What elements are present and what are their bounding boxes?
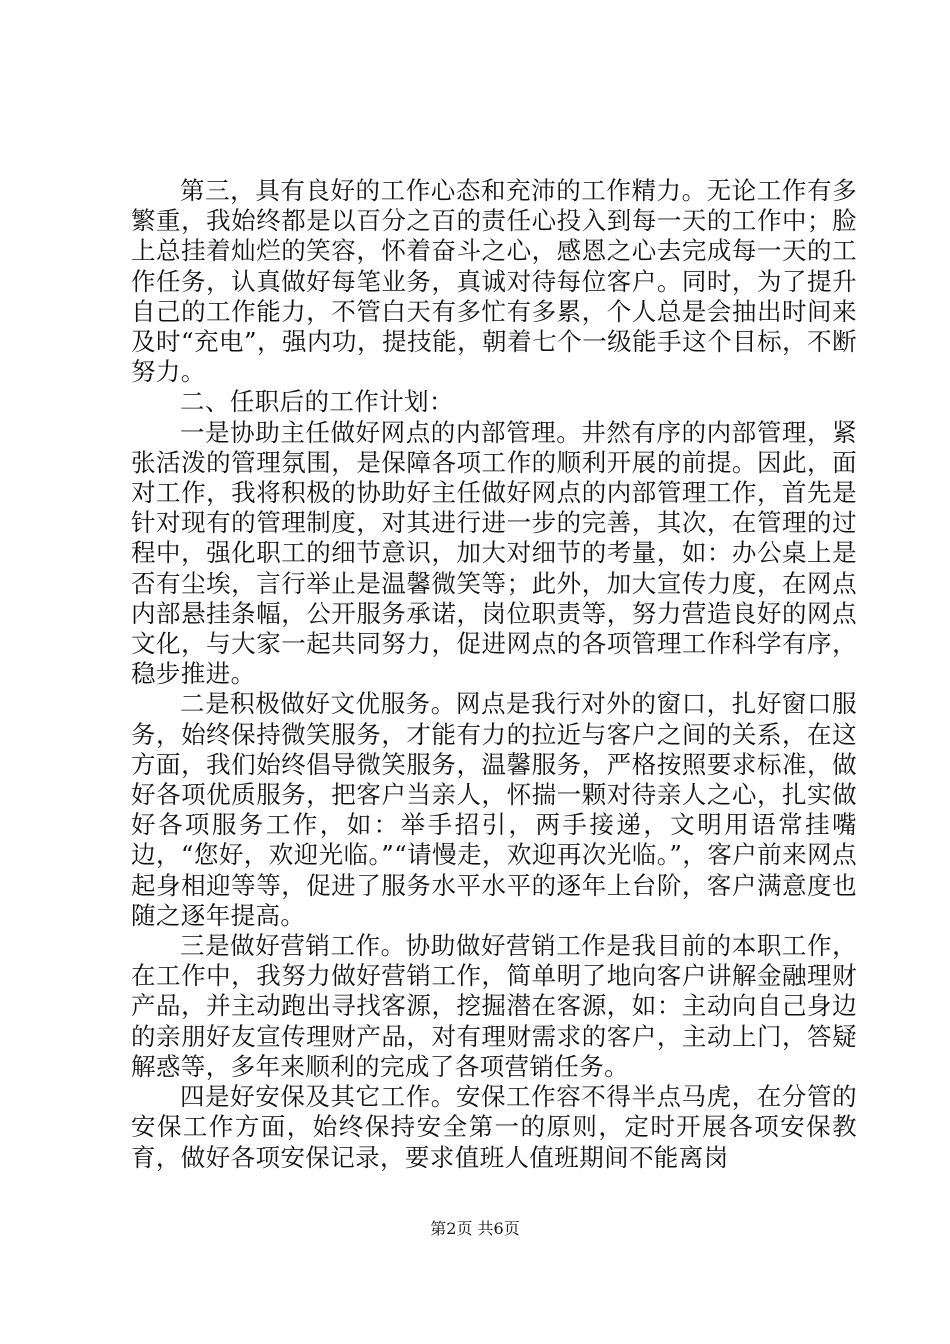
body-text	[131, 176, 857, 1173]
paragraph-internal-management: 一是协助主任做好网点的内部管理。井然有序的内部管理，紧张活泼的管理氛围，是保障各项工作的顺利开展的前提。因此，面对工作，我将积极的协助好主任做好网点的内部管理工作，首先是针对现有的管理制度，对其进行进一步的完善，其次，在管理的过程中，强化职工的细节意识，加大对细节的考量，如：办公桌上是否有尘埃，言行举止是温馨微笑等；此外，加大宣传力度，在网点内部悬挂条幅，公开服务承诺，岗位职责等，努力营造良好的网点文化，与大家一起共同努力，促进网点的各项管理工作科学有序，稳步推进。	[131, 417, 857, 689]
paragraph-security: 四是好安保及其它工作。安保工作容不得半点马虎，在分管的安保工作方面，始终保持安全第一的原则，定时开展各项安保教育，做好各项安保记录，要求值班人值班期间不能离岗	[131, 1082, 857, 1172]
paragraph-civilized-service: 二是积极做好文优服务。网点是我行对外的窗口，扎好窗口服务，始终保持微笑服务，才能有力的拉近与客户之间的关系，在这方面，我们始终倡导微笑服务，温馨服务，严格按照要求标准，做好各项优质服务，把客户当亲人，怀揣一颗对待亲人之心，扎实做好各项服务工作，如：举手招引，两手接递，文明用语常挂嘴边，“您好，欢迎光临。”“请慢走，欢迎再次光临。”，客户前来网点起身相迎等等，促进了服务水平水平的逐年上台阶，客户满意度也随之逐年提高。	[131, 689, 857, 930]
paragraph-marketing: 三是做好营销工作。协助做好营销工作是我目前的本职工作，在工作中，我努力做好营销工作，简单明了地向客户讲解金融理财产品，并主动跑出寻找客源，挖掘潜在客源，如：主动向自己身边的亲朋好友宣传理财产品，对有理财需求的客户，主动上门，答疑解惑等，多年来顺利的完成了各项营销任务。	[131, 931, 857, 1081]
paragraph-work-attitude: 第三，具有良好的工作心态和充沛的工作精力。无论工作有多繁重，我始终都是以百分之百的责任心投入到每一天的工作中；脸上总挂着灿烂的笑容，怀着奋斗之心，感恩之心去完成每一天的工作任务，认真做好每笔业务，真诚对待每位客户。同时，为了提升自己的工作能力，不管白天有多忙有多累，个人总是会抽出时间来及时“充电”，强内功，提技能，朝着七个一级能手这个目标，不断努力。	[131, 176, 857, 387]
page-footer: 第2页 共6页	[430, 1219, 520, 1238]
section-heading-work-plan: 二、任职后的工作计划：	[180, 387, 454, 417]
